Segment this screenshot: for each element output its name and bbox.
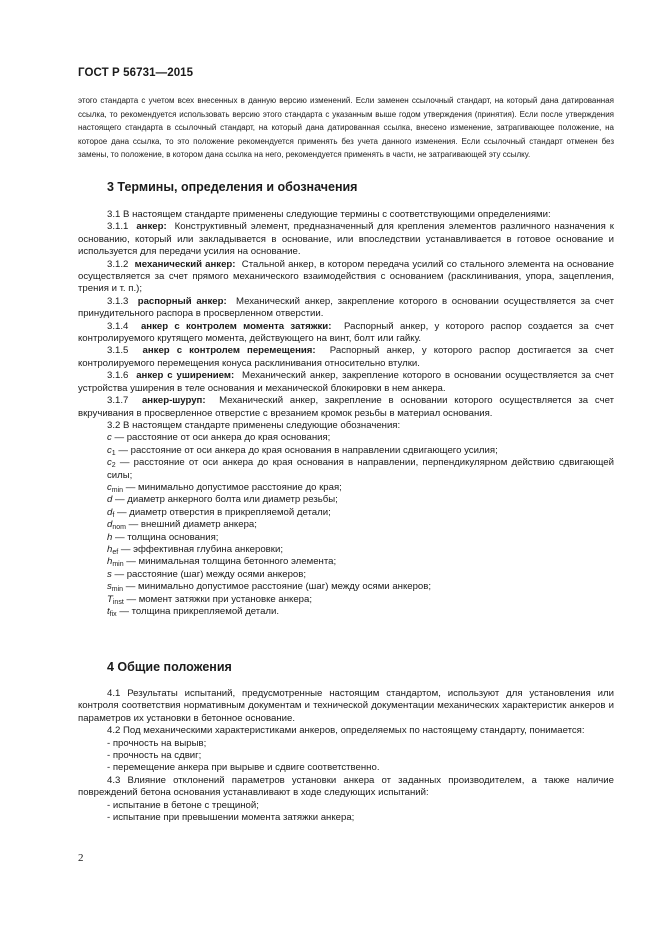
list-item: - прочность на вырыв; [107, 737, 207, 749]
terms-list [78, 221, 614, 420]
term-number: 3.1.7 [107, 395, 129, 407]
symbol-definition [78, 519, 614, 531]
symbol-text: — расстояние от оси анкера до края основания; [111, 432, 331, 444]
section-4-body [78, 688, 614, 824]
symbol-definition [78, 556, 614, 568]
list-item: - испытание при превышении момента затяжки анкера; [107, 812, 355, 824]
symbol-text: — минимальная толщина бетонного элемента; [123, 556, 337, 568]
symbol-text: — эффективная глубина анкеровки; [118, 543, 283, 555]
term-definition [78, 296, 614, 321]
term-name: механический анкер: [134, 258, 236, 270]
symbol: c [107, 481, 112, 493]
section-3-body [78, 209, 614, 618]
list-item: - перемещение анкера при вырыве и сдвиге соответственно. [107, 762, 380, 774]
list-4-2 [78, 738, 614, 775]
section-4-title: 4 Общие положения [107, 660, 232, 674]
symbol-definition [78, 532, 614, 544]
symbol-definition [78, 445, 614, 457]
term-name: анкер с контролем перемещения: [142, 345, 316, 357]
symbol: d [107, 494, 113, 506]
term-definition [78, 259, 614, 296]
term-number: 3.1.5 [107, 345, 129, 357]
symbol-text: — диаметр отверстия в прикрепляемой детали; [114, 506, 331, 518]
symbol: h [107, 531, 113, 543]
symbol-text: — минимально допустимое расстояние (шаг) между осями анкеров; [123, 581, 432, 593]
symbol-subscript: min [111, 586, 124, 594]
symbol-definition [78, 594, 614, 606]
symbol-subscript: min [111, 486, 124, 494]
symbol-subscript: 1 [111, 449, 116, 457]
term-definition [78, 321, 614, 346]
clause-4-1: 4.1 Результаты испытаний, предусмотренные настоящим стандартом, используют для установления или контроля соответствия нормативным документам и технической документации механических характеристик анкеров и параметров их установки в бетонное основание. [78, 688, 614, 724]
symbols-list [78, 432, 614, 618]
term-text: Распорный анкер, у которого распор создается за счет контролируемого крутящего момента, действующего на винт, болт или гайку. [78, 320, 614, 345]
symbol-text: — внешний диаметр анкера; [125, 519, 257, 531]
symbol-text: — минимально допустимое расстояние до края; [123, 481, 342, 493]
symbol-text: — расстояние (шаг) между осями анкеров; [111, 568, 307, 580]
symbol-subscript: fix [109, 611, 117, 618]
symbol-subscript: ef [112, 548, 119, 556]
term-definition [78, 370, 614, 395]
symbol-text: — толщина основания; [112, 531, 219, 543]
symbol-definition [78, 457, 614, 482]
symbol-definition [78, 507, 614, 519]
symbol: d [107, 519, 113, 531]
symbol: T [107, 593, 113, 605]
term-name: распорный анкер: [137, 295, 227, 307]
symbol: h [107, 556, 113, 568]
symbol: c [107, 432, 112, 444]
intro-paragraph: этого стандарта с учетом всех внесенных в данную версию изменений. Если заменен ссылочный стандарт, на который дана датированная ссылка, то рекомендуется использовать версию этого стандарта с указанным выше годом утверждения (принятия). Если после утверждения настоящего стандарта в ссылочный стандарт, на который дана датированная ссылка, внесено изменение, затрагивающее положение, на которое дана ссылка, то это положение рекомендуется применять без учета данного изменения. Если ссылочный стандарт отменен без замены, то положение, в котором дана ссылка на него, рекомендуется применять в части, не затрагивающей эту ссылку. [78, 96, 614, 160]
symbol-text: — момент затяжки при установке анкера; [123, 593, 312, 605]
clause-3-1: 3.1 В настоящем стандарте применены следующие термины с соответствующими определениями: [107, 209, 551, 220]
section-3-title: 3 Термины, определения и обозначения [107, 180, 358, 194]
term-text: Конструктивный элемент, предназначенный для крепления элементов различного назначения к основанию, который или закладывается в основание, или впоследствии устанавливается в готовое основание и используется для передачи усилия на основание. [78, 221, 614, 258]
term-name: анкер: [136, 221, 167, 233]
symbol-definition [78, 482, 614, 494]
term-definition [78, 221, 614, 258]
term-text: Стальной анкер, в котором передача усилий со стального элемента на основание осуществляется за счет прямого механического взаимодействия с основанием (расклинивания, упора, зацепления, трения и т. п.); [78, 258, 614, 295]
term-name: анкер с контролем момента затяжки: [140, 320, 332, 332]
symbol: d [107, 506, 113, 518]
term-text: Распорный анкер, у которого распор достигается за счет контролируемого перемещения конуса расклинивания относительно втулки. [78, 345, 615, 369]
term-number: 3.1.2 [107, 258, 129, 270]
term-text: Механический анкер, закрепление которого в основании осуществляется за счет устройства уширения в теле основания и механической блокировки в нем анкера. [78, 370, 614, 394]
symbol: s [107, 568, 112, 580]
symbol-definition [78, 606, 614, 618]
symbol: t [107, 606, 110, 617]
term-number: 3.1.6 [107, 370, 129, 382]
symbol-text: — толщина прикрепляемой детали. [116, 606, 280, 617]
clause-4-3: 4.3 Влияние отклонений параметров установки анкера от заданных производителем, а также наличие повреждений бетона основания устанавливают в ходе следующих испытаний: [78, 774, 614, 799]
symbol: c [107, 444, 112, 456]
page-number: 2 [78, 852, 84, 864]
symbol-definition [78, 494, 614, 506]
symbol-subscript: nom [112, 524, 126, 532]
document-header: ГОСТ Р 56731—2015 [78, 67, 194, 79]
symbol-text: — расстояние от оси анкера до края основания в направлении, перпендикулярном действию сдвигающей силы; [107, 457, 614, 481]
symbol: h [107, 543, 113, 555]
term-number: 3.1.4 [107, 320, 129, 332]
symbol-text: — диаметр анкерного болта или диаметр резьбы; [112, 494, 338, 506]
term-name: анкер-шуруп: [141, 395, 206, 407]
term-definition [78, 345, 614, 370]
symbol-subscript: min [112, 561, 124, 569]
symbol-definition [78, 581, 614, 593]
symbol-definition [78, 432, 614, 444]
term-number: 3.1.1 [107, 221, 129, 233]
term-number: 3.1.3 [107, 295, 129, 307]
symbol-subscript: inst [112, 598, 124, 606]
clause-3-2: 3.2 В настоящем стандарте применены следующие обозначения: [107, 419, 401, 431]
list-item: - прочность на сдвиг; [107, 750, 202, 762]
list-4-3 [78, 800, 614, 825]
term-definition [78, 395, 614, 420]
clause-4-2: 4.2 Под механическими характеристиками анкеров, определяемых по настоящему стандарту, понимается: [107, 725, 585, 737]
term-text: Механический анкер, закрепление которого в основании осуществляется за счет принудительного распора в просверленном отверстии. [78, 295, 614, 320]
symbol-subscript: 2 [111, 462, 116, 470]
symbol-definition [78, 569, 614, 581]
symbol: s [107, 581, 112, 593]
symbol-text: — расстояние от оси анкера до края основания в направлении сдвигающего усилия; [115, 444, 498, 456]
symbol-definition [78, 544, 614, 556]
list-item: - испытание в бетоне с трещиной; [107, 799, 259, 811]
symbol: c [107, 457, 112, 469]
term-text: Механический анкер, закрепление в основании которого осуществляется за счет вкручивания в просверленное отверстие с врезанием кромок резьбы в материал основания. [78, 395, 614, 419]
symbol-subscript: f [112, 511, 115, 519]
term-name: анкер с уширением: [136, 370, 235, 382]
